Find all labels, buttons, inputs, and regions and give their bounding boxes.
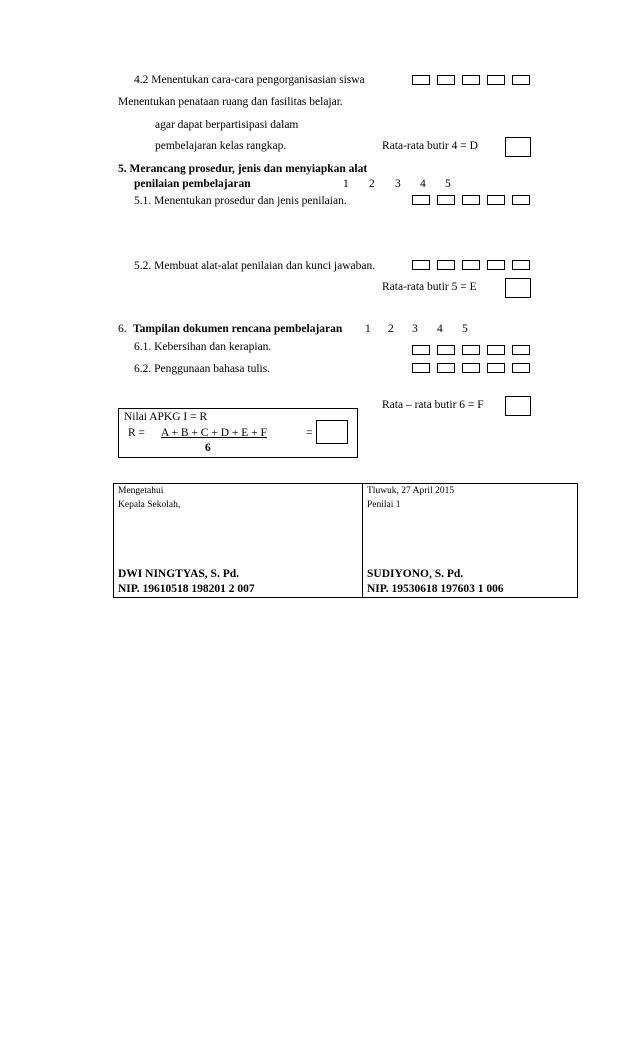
average-6-label: Rata – rata butir 6 = F [382,399,484,411]
scale-6-2: 2 [388,323,394,335]
apkg-equals: = [306,427,313,439]
sig-left-name: DWI NINGTYAS, S. Pd. [118,568,239,580]
signature-divider [362,483,363,598]
rating-box-4[interactable] [487,75,505,85]
rating-box-5[interactable] [512,260,530,270]
rating-box-2[interactable] [437,75,455,85]
rating-box-4[interactable] [487,363,505,373]
apkg-r-label: R = [128,427,146,439]
rating-box-4[interactable] [487,195,505,205]
item-5-2-text: 5.2. Membuat alat-alat penilaian dan kunci jawaban. [134,260,376,272]
rating-box-5[interactable] [512,363,530,373]
scale-5-4: 4 [420,178,426,190]
sig-right-name: SUDIYONO, S. Pd. [367,568,464,580]
rating-box-3[interactable] [462,195,480,205]
penataan-text: Menentukan penataan ruang dan fasilitas belajar. [118,96,343,108]
scale-6-4: 4 [437,323,443,335]
item-6-1-text: 6.1. Kebersihan dan kerapian. [134,341,272,353]
rating-box-3[interactable] [462,345,480,355]
rating-box-1[interactable] [412,75,430,85]
rating-box-2[interactable] [437,195,455,205]
item-6-2-text: 6.2. Penggunaan bahasa tulis. [134,363,271,375]
rating-box-1[interactable] [412,260,430,270]
rating-box-2[interactable] [437,345,455,355]
apkg-divisor: 6 [205,442,211,454]
average-6-box[interactable] [505,396,531,416]
apkg-result-box[interactable] [316,420,348,444]
rating-box-4[interactable] [487,345,505,355]
rating-box-2[interactable] [437,260,455,270]
pembelajaran-text: pembelajaran kelas rangkap. [155,140,287,152]
rating-box-3[interactable] [462,363,480,373]
item-5-1-text: 5.1. Menentukan prosedur dan jenis penilaian. [134,195,347,207]
rating-box-4[interactable] [487,260,505,270]
signature-table [113,483,578,598]
average-4-box[interactable] [505,137,531,157]
rating-box-1[interactable] [412,345,430,355]
sig-left-line1: Mengetahui [118,486,164,496]
average-5-box[interactable] [505,278,531,298]
rating-box-3[interactable] [462,75,480,85]
scale-6-1: 1 [365,323,371,335]
section-6-title: Tampilan dokumen rencana pembelajaran [133,323,343,335]
scale-5-3: 3 [395,178,401,190]
rating-box-3[interactable] [462,260,480,270]
section-5-title-line2: penilaian pembelajaran [134,178,251,190]
average-4-label: Rata-rata butir 4 = D [382,140,478,152]
sig-left-line2: Kepala Sekolah, [118,500,181,510]
average-5-label: Rata-rata butir 5 = E [382,281,477,293]
rating-box-2[interactable] [437,363,455,373]
apkg-title: Nilai APKG I = R [124,411,208,423]
rating-box-1[interactable] [412,195,430,205]
rating-box-5[interactable] [512,75,530,85]
scale-5-1: 1 [343,178,349,190]
rating-box-5[interactable] [512,345,530,355]
rating-box-5[interactable] [512,195,530,205]
section-6-number: 6. [118,323,127,335]
rating-box-1[interactable] [412,363,430,373]
apkg-formula: A + B + C + D + E + F [161,427,267,439]
item-4-2-text: 4.2 Menentukan cara-cara pengorganisasian siswa [134,74,365,86]
sig-right-line1: Tluwuk, 27 April 2015 [367,486,455,496]
section-5-title-line1: 5. Merancang prosedur, jenis dan menyiapkan alat [118,163,368,175]
sig-right-line2: Penilai 1 [367,500,401,510]
scale-5-5: 5 [445,178,451,190]
scale-5-2: 2 [369,178,375,190]
agar-text: agar dapat berpartisipasi dalam [155,119,299,131]
scale-6-5: 5 [462,323,468,335]
scale-6-3: 3 [412,323,418,335]
sig-left-nip: NIP. 19610518 198201 2 007 [118,583,255,595]
sig-right-nip: NIP. 19530618 197603 1 006 [367,583,504,595]
